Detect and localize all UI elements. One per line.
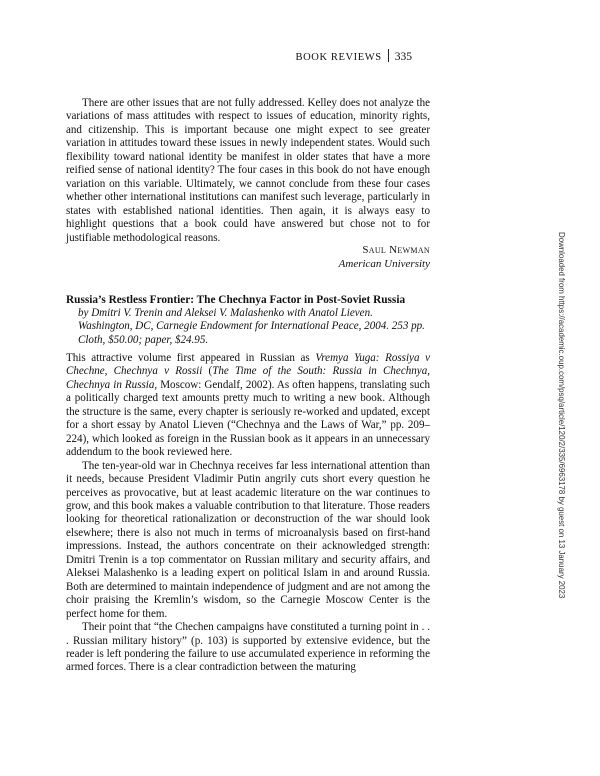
p1-text-a: This attractive volume first appeared in Russian as (66, 352, 316, 364)
section-label: BOOK REVIEWS (295, 52, 382, 63)
header-divider (388, 49, 389, 62)
previous-review-paragraph (66, 97, 430, 245)
review-body (66, 352, 430, 675)
running-header (296, 49, 413, 63)
review-book-title: Russia’s Restless Frontier: The Chechnya Factor in Post-Soviet Russia (66, 294, 406, 306)
review-paragraph-2: The ten-year-old war in Chechnya receives far less international attention than it needs, because President Vladimir Putin angrily cuts short every question he perceives as provocative, but at least academic literature on the war continues to grow, and this book makes a valuable contribution to that literature. Those readers looking for theoretical rationalization or deconstruction of the war should look elsewhere; there is also not much in terms of microanalysis based on first-hand impressions. Instead, the authors concentrate on their acknowledged strength: Dmitri Trenin is a top commentator on Russian military and security affairs, and Aleksei Malashenko is a leading expert on political Islam in and around Russia. Both are determined to maintain independence of judgment and are not among the choir praising the Kremlin’s wisdom, so the Carnegie Moscow Center is the perfect home for them. (66, 459, 430, 620)
p1-russian-title: Vremya Yuga: Rossiya v Chechne, Chechnya v Rossii (66, 352, 430, 378)
p1-english-title: The Time of the South: Russia in Chechnya, Chechnya in Russia (66, 365, 430, 391)
review-paragraph-1 (66, 352, 430, 460)
review-paragraph-3: Their point that “the Chechen campaigns have constituted a turning point in . . . Russian military history” (p. 103) is supported by extensive evidence, but the reader is left pondering the failure to use accumulated experience in reforming the armed forces. There is a clear contradiction between the maturing (66, 621, 430, 674)
page-number: 335 (394, 51, 412, 63)
download-watermark: Downloaded from https://academic.oup.com/psq/article/120/2/335/6963178 by guest on 13 January 2023 (557, 232, 566, 599)
p1-text-c: ( (202, 365, 213, 378)
p1-text-e: , Moscow: Gendalf, 2002). As often happens, translating such a politically charged text amounts pretty much to writing a new book. Although the structure is the same, every chapter is seriously re-worked and updated, except for a short essay by Anatol Lieven (“Chechnya and the Laws of War,” pp. 209–224), which looked as foreign in the Russian book as it appears in an unnecessary addendum to the book reviewed here. (66, 378, 430, 459)
review-book-citation: by Dmitri V. Trenin and Aleksei V. Malashenko with Anatol Lieven. Washington, DC, Carnegie Endowment for International Peace, 2004. 253 pp. Cloth, $50.00; paper, $24.95. (78, 307, 425, 346)
reviewer-affiliation: American University (338, 258, 430, 270)
reviewer-name: Saul Newman (362, 244, 430, 256)
previous-review-text: There are other issues that are not fully addressed. Kelley does not analyze the variations of mass attitudes with respect to issues of education, minority rights, and citizenship. This is important because one might expect to see greater variation in attitudes toward these issues in newly independent states. Would such flexibility toward national identity be manifest in older states that have a more reified sense of national identity? The four cases in this book do not have enough variation on this variable. Ultimately, we cannot conclude from these four cases whether other international institutions can manifest such leverage, particularly in states with established national identities. Then again, it is always easy to highlight questions that a book could have answered but chose not to for justifiable methodological reasons. (66, 97, 430, 244)
